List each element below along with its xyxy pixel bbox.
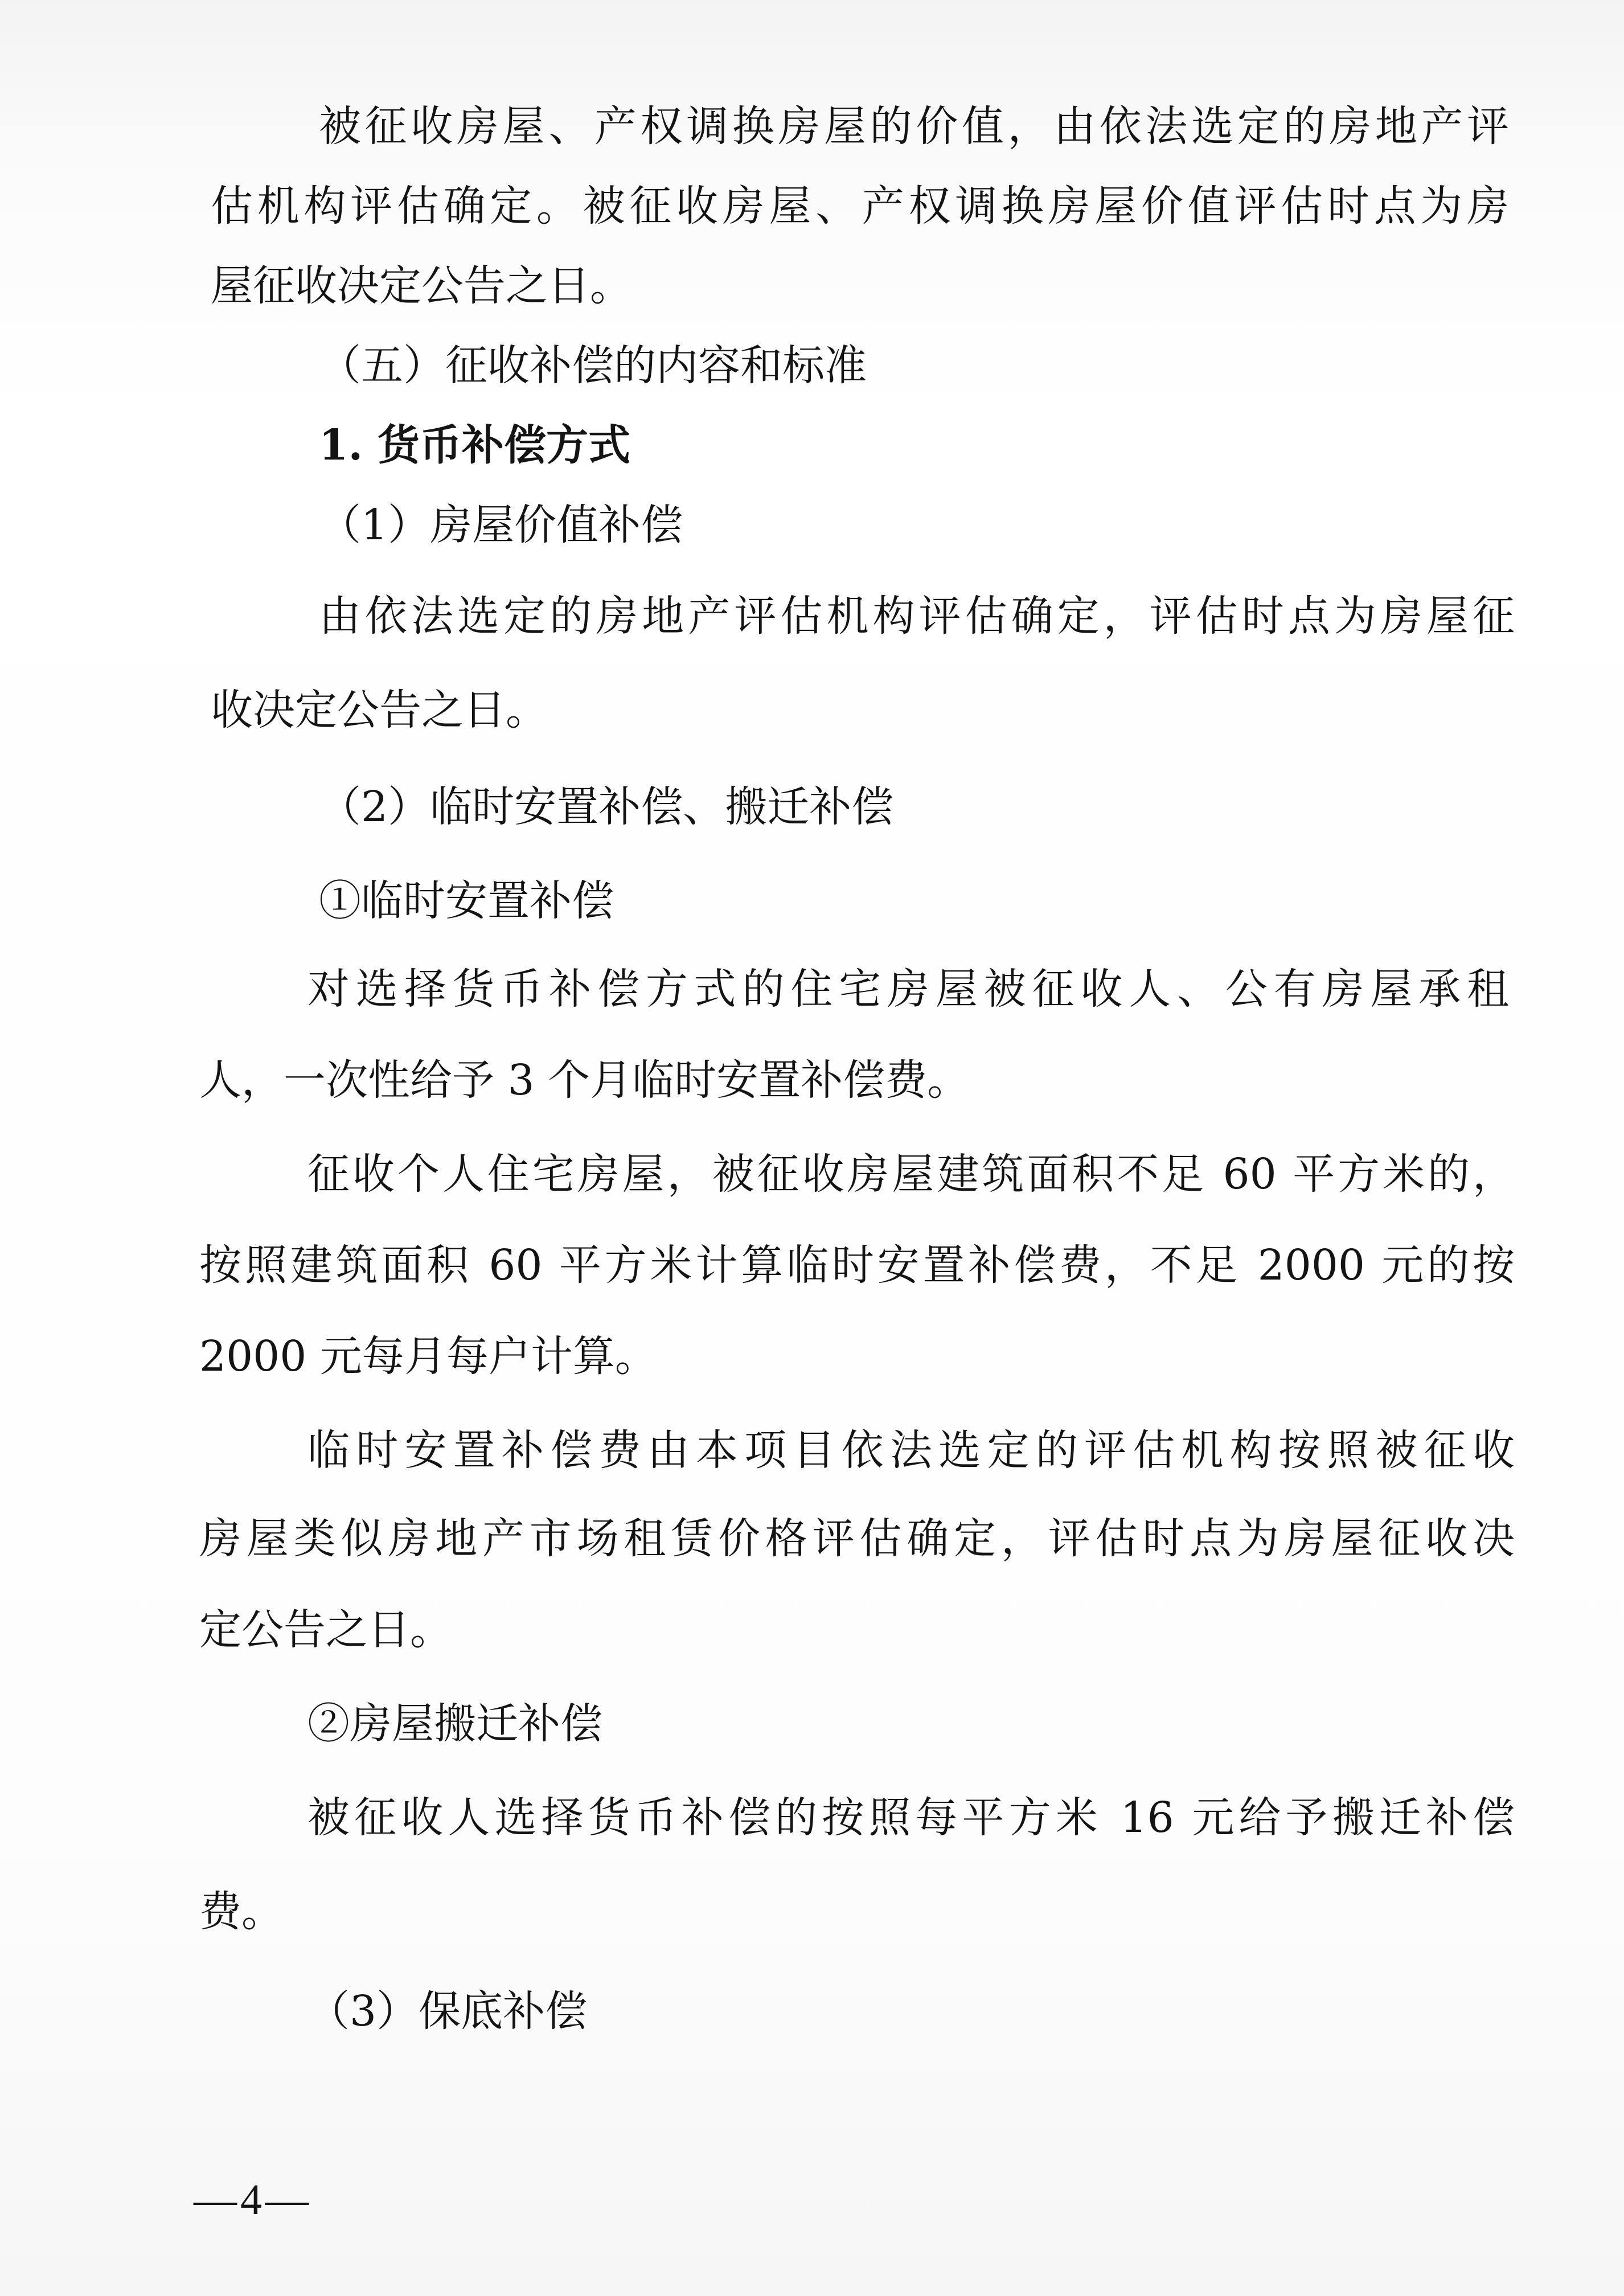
page-number: —4— bbox=[194, 2176, 312, 2224]
paragraph-line: 2000 元每月每户计算。 bbox=[199, 1332, 657, 1381]
paragraph-line: 由依法选定的房地产评估机构评估确定，评估时点为房屋征 bbox=[319, 592, 1515, 641]
item-heading: ①临时安置补偿 bbox=[319, 876, 614, 925]
paragraph-line: 被征收人选择货币补偿的按照每平方米 16 元给予搬迁补偿 bbox=[307, 1793, 1515, 1842]
paragraph-line: 费。 bbox=[199, 1887, 284, 1936]
paragraph-line: 对选择货币补偿方式的住宅房屋被征收人、公有房屋承租 bbox=[307, 965, 1509, 1014]
item-heading: （2）临时安置补偿、搬迁补偿 bbox=[319, 782, 894, 831]
section-heading: （五）征收补偿的内容和标准 bbox=[319, 341, 867, 390]
paragraph-line: 征收个人住宅房屋，被征收房屋建筑面积不足 60 平方米的， bbox=[307, 1150, 1515, 1199]
paragraph-line: 估机构评估确定。被征收房屋、产权调换房屋价值评估时点为房 bbox=[211, 182, 1509, 231]
subsection-heading: 1. 货币补偿方式 bbox=[319, 421, 631, 470]
paragraph-line: 临时安置补偿费由本项目依法选定的评估机构按照被征收 bbox=[307, 1426, 1515, 1475]
paragraph-line: 屋征收决定公告之日。 bbox=[211, 261, 632, 310]
item-heading: （1）房屋价值补偿 bbox=[319, 501, 683, 550]
paragraph-line: 收决定公告之日。 bbox=[211, 686, 548, 735]
paragraph-line: 按照建筑面积 60 平方米计算临时安置补偿费，不足 2000 元的按 bbox=[199, 1241, 1515, 1290]
paragraph-line: 房屋类似房地产市场租赁价格评估确定，评估时点为房屋征收决 bbox=[199, 1514, 1515, 1563]
paragraph-line: 人，一次性给予 3 个月临时安置补偿费。 bbox=[199, 1056, 970, 1105]
item-heading: （3）保底补偿 bbox=[307, 1987, 588, 2036]
paragraph-line: 被征收房屋、产权调换房屋的价值，由依法选定的房地产评 bbox=[319, 102, 1509, 151]
paragraph-line: 定公告之日。 bbox=[199, 1605, 452, 1654]
item-heading: ②房屋搬迁补偿 bbox=[307, 1699, 602, 1748]
